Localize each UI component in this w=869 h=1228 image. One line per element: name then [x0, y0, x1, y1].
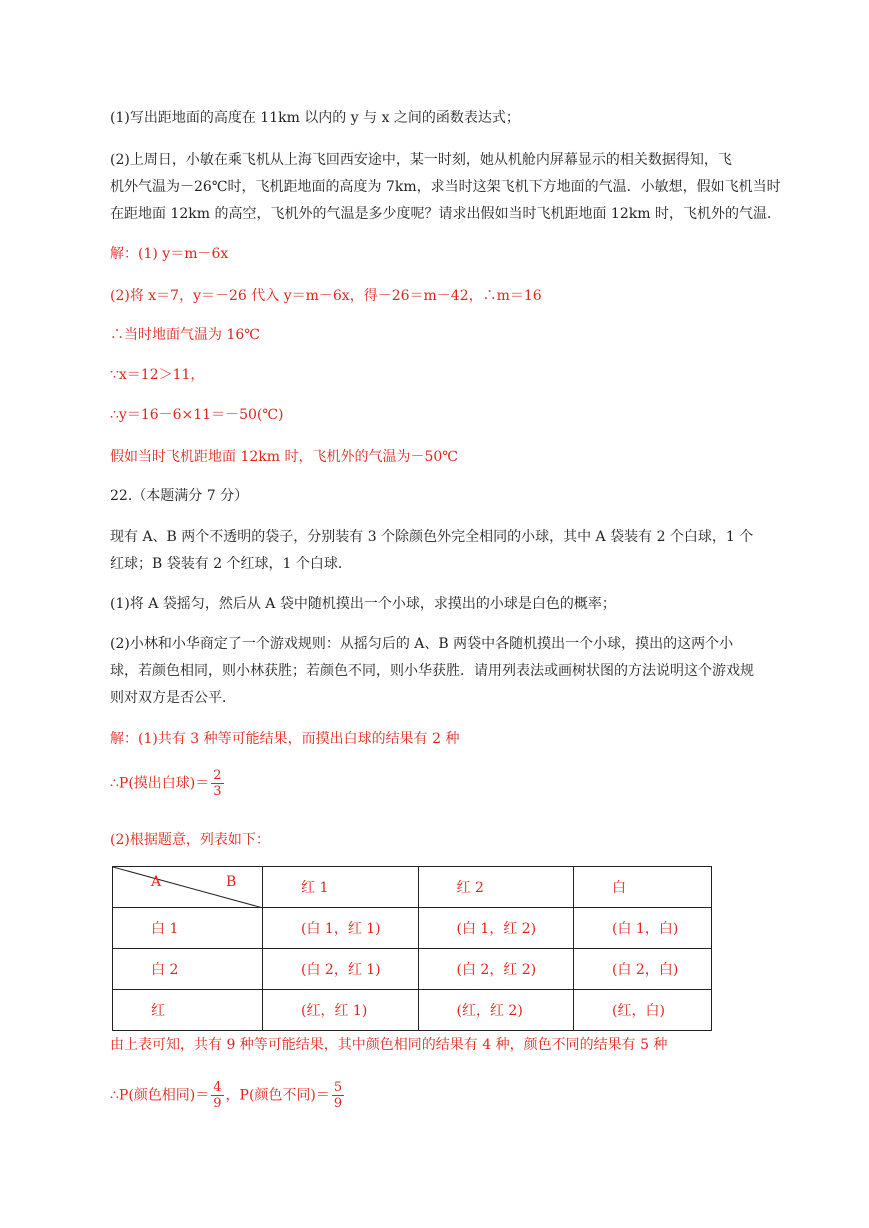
table-cell: (白 2，白): [574, 949, 712, 990]
q22-solution-3: (2)根据题意，列表如下：: [110, 832, 270, 848]
q22-solution-4: 由上表可知，共有 9 种等可能结果，其中颜色相同的结果有 4 种，颜色不同的结果有 5 种: [110, 1037, 668, 1053]
q22-intro-line2: 红球；B 袋装有 2 个红球，1 个白球．: [110, 556, 352, 572]
q21-part2-question-line1: (2)上周日，小敏在乘飞机从上海飞回西安途中，某一时刻，她从机舱内屏幕显示的相关数据得知，飞: [110, 152, 732, 168]
q21-solution-1: 解：(1) y＝m－6x: [110, 246, 229, 262]
row-header: 白 2: [113, 949, 263, 990]
q22-solution-5-prefix-a: ∴P(颜色相同)＝: [110, 1087, 210, 1104]
col-header: 红 2: [418, 867, 574, 908]
fraction-five-ninths: [332, 1080, 344, 1111]
table-cell: (红，红 2): [418, 990, 574, 1031]
table-row: [113, 908, 712, 949]
fraction-denominator: 9: [333, 1096, 343, 1111]
table-row: [113, 990, 712, 1031]
fraction-four-ninths: [211, 1080, 223, 1111]
q21-solution-5: ∴y＝16－6×11＝－50(℃): [110, 407, 284, 423]
q22-solution-2-prefix: ∴P(摸出白球)＝: [110, 775, 210, 792]
q22-solution-5: [110, 1080, 790, 1111]
fraction-two-thirds: [211, 768, 223, 799]
q22-intro-line1: 现有 A、B 两个不透明的袋子，分别装有 3 个除颜色外完全相同的小球，其中 A 袋装有 2 个白球，1 个: [110, 529, 754, 545]
fraction-numerator: 5: [333, 1080, 343, 1095]
q22-solution-2: [110, 768, 790, 799]
q22-solution-5-mid: ，P(颜色不同)＝: [225, 1087, 330, 1104]
q21-solution-4: ∵x＝12＞11，: [110, 367, 205, 383]
q22-header: 22.（本题满分 7 分）: [110, 488, 249, 504]
diagonal-line: [113, 867, 263, 908]
row-header: 红: [113, 990, 263, 1031]
table-cell: (白 1，红 1): [263, 908, 419, 949]
fraction-numerator: 2: [213, 768, 222, 783]
fraction-denominator: 9: [213, 1096, 222, 1111]
q21-solution-6: 假如当时飞机距地面 12km 时，飞机外的气温为－50℃: [110, 449, 458, 465]
q21-solution-3: ∴当时地面气温为 16℃: [110, 327, 260, 343]
fraction-numerator: 4: [213, 1080, 222, 1095]
q22-part2-question-line1: (2)小林和小华商定了一个游戏规则：从摇匀后的 A、B 两袋中各随机摸出一个小球，摸出的这两个小: [110, 636, 734, 652]
table-row: [113, 949, 712, 990]
q21-solution-2: (2)将 x＝7，y＝－26 代入 y＝m－6x，得－26＝m－42，∴m＝16: [110, 288, 542, 304]
table-cell: (白 1，红 2): [418, 908, 574, 949]
q21-part2-question-line3: 在距地面 12km 的高空，飞机外的气温是多少度呢？请求出假如当时飞机距地面 12km 时，飞机外的气温．: [110, 206, 781, 222]
q22-part2-question-line3: 则对双方是否公平．: [110, 690, 236, 706]
row-header: 白 1: [113, 908, 263, 949]
q22-part2-question-line2: 球，若颜色相同，则小林获胜；若颜色不同，则小华获胜．请用列表法或画树状图的方法说明这个游戏规: [110, 663, 754, 679]
col-header: 白: [574, 867, 712, 908]
outcome-table: [112, 866, 712, 1031]
q22-solution-1: 解：(1)共有 3 种等可能结果，而摸出白球的结果有 2 种: [110, 731, 460, 747]
q21-part1-question: (1)写出距地面的高度在 11km 以内的 y 与 x 之间的函数表达式；: [110, 110, 520, 126]
col-header: 红 1: [263, 867, 419, 908]
corner-label-b: B: [226, 874, 237, 890]
corner-label-a: A: [151, 874, 162, 890]
table-cell: (白 2，红 1): [263, 949, 419, 990]
table-cell: (白 1，白): [574, 908, 712, 949]
table-cell: (红，白): [574, 990, 712, 1031]
fraction-denominator: 3: [213, 784, 222, 799]
table-corner-cell: [113, 867, 263, 908]
q21-part2-question-line2: 机外气温为－26℃时，飞机距地面的高度为 7km，求当时这架飞机下方地面的气温．小敏想，假如飞机当时: [110, 179, 781, 195]
q22-part1-question: (1)将 A 袋摇匀，然后从 A 袋中随机摸出一个小球，求摸出的小球是白色的概率；: [110, 596, 616, 612]
table-header-row: [113, 867, 712, 908]
table-cell: (白 2，红 2): [418, 949, 574, 990]
table-cell: (红，红 1): [263, 990, 419, 1031]
